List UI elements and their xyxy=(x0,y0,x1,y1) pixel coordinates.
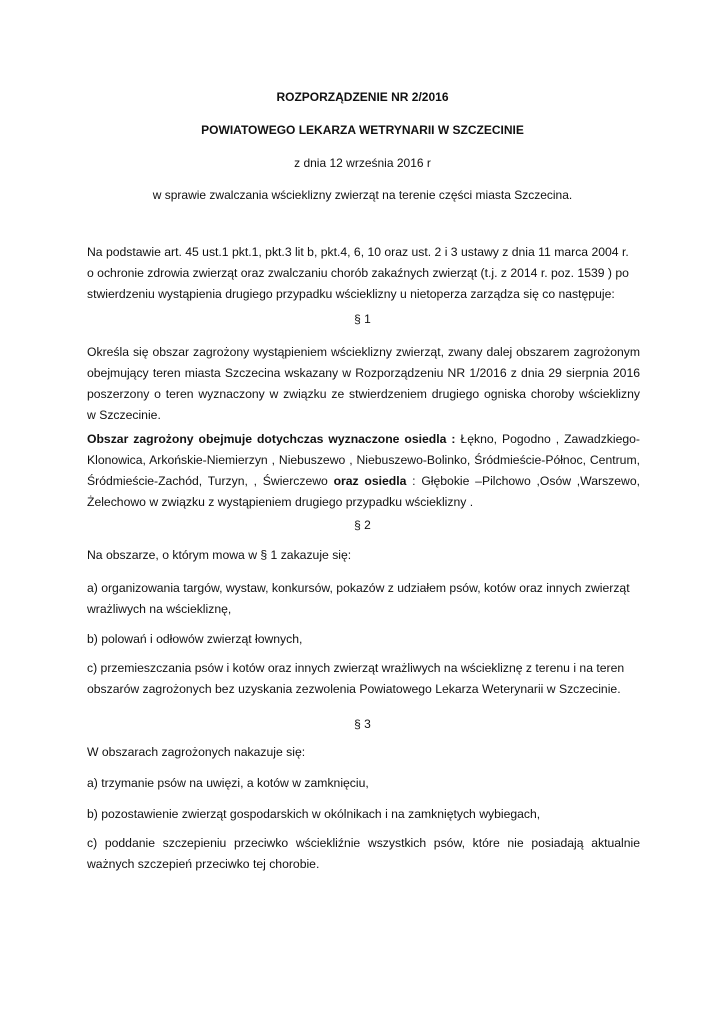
section-3-item-a: a) trzymanie psów na uwięzi, a kotów w zamknięciu, xyxy=(87,776,369,790)
section-2-item-c xyxy=(87,658,640,700)
list-item-line: a) organizowania targów, wystaw, konkursów, pokazów z udziałem psów, kotów oraz innych zwierząt xyxy=(87,581,630,595)
paragraph-line: poszerzony o teren wyznaczony w związku ze stwierdzeniem drugiego ogniska choroby wścieklizny xyxy=(87,387,640,401)
list-item-line: c) przemieszczania psów i kotów oraz innych zwierząt wrażliwych na wściekliznę z terenu i na teren xyxy=(87,661,625,675)
section-2-intro: Na obszarze, o którym mowa w § 1 zakazuje się: xyxy=(87,548,352,562)
section-1-paragraph-2 xyxy=(87,429,640,513)
list-item-line: c) poddanie szczepieniu przeciwko wściekliźnie wszystkich psów, które nie posiadają aktualnie xyxy=(87,836,640,850)
paragraph-line: Śródmieście-Zachód, Turzyn, , Świerczewo oraz osiedla : Głębokie –Pilchowo ,Osów ,Warszewo, xyxy=(87,474,640,488)
bold-connector: oraz osiedla xyxy=(333,474,407,488)
paragraph-line: Żelechowo w związku z wystąpieniem drugiego przypadku wścieklizny . xyxy=(87,495,474,509)
issuing-authority: POWIATOWEGO LEKARZA WETRYNARII W SZCZECINIE xyxy=(201,123,524,137)
section-2-item-a xyxy=(87,578,640,620)
list-item-line: obszarów zagrożonych bez uzyskania zezwolenia Powiatowego Lekarza Weterynarii w Szczecinie. xyxy=(87,682,621,696)
section-3-heading: § 3 xyxy=(354,717,371,731)
section-2-heading: § 2 xyxy=(354,518,371,532)
list-item-line: ważnych szczepień przeciwko tej chorobie. xyxy=(87,857,320,871)
section-2-item-b: b) polowań i odłowów zwierząt łownych, xyxy=(87,632,303,646)
document-title: ROZPORZĄDZENIE NR 2/2016 xyxy=(276,90,449,104)
section-3-item-c xyxy=(87,833,640,875)
preamble-line: o ochronie zdrowia zwierząt oraz zwalczaniu chorób zakaźnych zwierząt (t.j. z 2014 r. poz. 1539 ) po xyxy=(87,266,629,280)
paragraph-line: obejmujący teren miasta Szczecina wskazany w Rozporządzeniu NR 1/2016 z dnia 29 sierpnia 2016 xyxy=(87,366,640,380)
preamble-paragraph xyxy=(87,242,640,305)
section-3-item-b: b) pozostawienie zwierząt gospodarskich w okólnikach i na zamkniętych wybiegach, xyxy=(87,807,541,821)
preamble-line: stwierdzeniu wystąpienia drugiego przypadku wścieklizny u nietoperza zarządza się co następuje: xyxy=(87,287,615,301)
section-1-heading: § 1 xyxy=(354,312,371,326)
section-3-intro: W obszarach zagrożonych nakazuje się: xyxy=(87,745,306,759)
paragraph-line: Klonowica, Arkońskie-Niemierzyn , Niebuszewo , Niebuszewo-Bolinko, Śródmieście-Północ, Centrum, xyxy=(87,453,640,467)
paragraph-line: Obszar zagrożony obejmuje dotychczas wyznaczone osiedla : Łękno, Pogodno , Zawadzkiego- xyxy=(87,432,640,446)
paragraph-line: w Szczecinie. xyxy=(87,408,161,422)
document-date: z dnia 12 września 2016 r xyxy=(294,156,431,170)
document-subject: w sprawie zwalczania wścieklizny zwierząt na terenie części miasta Szczecina. xyxy=(152,188,573,202)
paragraph-line: Określa się obszar zagrożony wystąpieniem wścieklizny zwierząt, zwany dalej obszarem zagrożonym xyxy=(87,345,640,359)
list-item-line: wrażliwych na wściekliznę, xyxy=(87,602,232,616)
bold-intro: Obszar zagrożony obejmuje dotychczas wyznaczone osiedla : xyxy=(87,432,456,446)
section-1-paragraph-1 xyxy=(87,342,640,426)
preamble-line: Na podstawie art. 45 ust.1 pkt.1, pkt.3 lit b, pkt.4, 6, 10 oraz ust. 2 i 3 ustawy z dnia 11 marca 2004 r. xyxy=(87,245,629,259)
